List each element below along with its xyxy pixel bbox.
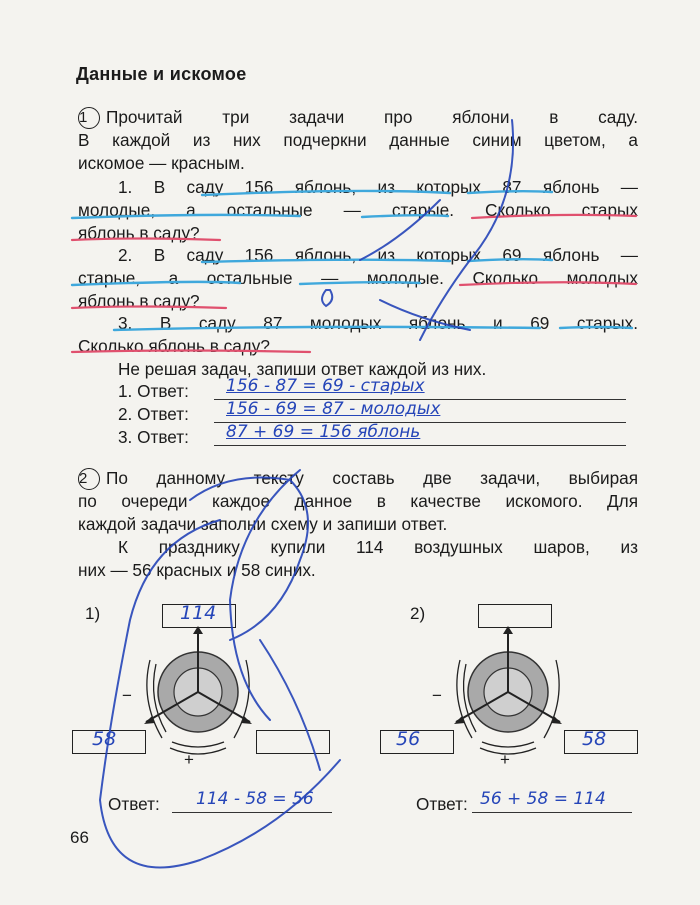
task1-intro-line2: В каждой из них подчеркни данные синим цветом, а	[78, 130, 638, 150]
problem3-line2: Сколько яблонь в саду?	[78, 336, 270, 356]
scheme1-plus: +	[184, 750, 194, 769]
scheme2-minus: −	[432, 686, 442, 705]
blue-underlines	[72, 191, 632, 330]
problem2-line3: яблонь в саду?	[78, 291, 200, 311]
task2-line1: 2 По данному тексту составь две задачи, выбирая	[79, 468, 638, 488]
problem1-line2: молодые, а остальные — старые. Сколько старых	[78, 200, 638, 220]
scheme1-left-value: 58	[92, 728, 117, 750]
scheme2-answer: 56 + 58 = 114	[480, 789, 606, 809]
pen-scribbles	[100, 120, 513, 868]
answer3-handwritten: 87 + 69 = 156 яблонь	[226, 422, 421, 442]
answer2-label: 2. Ответ:	[118, 404, 189, 424]
scheme1-label: 1)	[85, 604, 101, 623]
problem2-line1: 2. В саду 156 яблонь, из которых 69 яблонь —	[118, 245, 638, 265]
task2-number: 2	[78, 468, 100, 490]
scheme2-answer-label: Ответ:	[416, 794, 468, 814]
task1-intro-line1: 1 Прочитай три задачи про яблони в саду.	[79, 107, 638, 127]
task2-text-line1: К празднику купили 114 воздушных шаров, из	[118, 537, 638, 557]
answer3-label: 3. Ответ:	[118, 427, 189, 447]
scheme2-right-value: 58	[582, 728, 607, 750]
scheme2-disc	[454, 626, 562, 754]
task1-instruction: Не решая задач, запиши ответ каждой из них.	[118, 359, 487, 379]
answer2-handwritten: 156 - 69 = 87 - молодых	[226, 399, 441, 419]
problem1-line1: 1. В саду 156 яблонь, из которых 87 яблонь —	[118, 177, 638, 197]
scheme1-answer-label: Ответ:	[108, 794, 160, 814]
task1-intro-line3: искомое — красным.	[78, 153, 245, 173]
task1-number: 1	[78, 107, 100, 129]
scheme1-minus: −	[122, 686, 132, 705]
scheme1-disc	[144, 626, 252, 754]
task2-line2: по очереди каждое данное в качестве искомого. Для	[78, 491, 638, 511]
scheme2-plus: +	[500, 750, 510, 769]
scheme1-top-value: 114	[180, 602, 217, 624]
answer1-label: 1. Ответ:	[118, 381, 189, 401]
answer1-handwritten: 156 - 87 = 69 - старых	[226, 376, 425, 396]
section-title: Данные и искомое	[76, 64, 247, 84]
problem3-line1: 3. В саду 87 молодых яблонь и 69 старых.	[118, 313, 638, 333]
task2-text-line2: них — 56 красных и 58 синих.	[78, 560, 316, 580]
problem2-line2: старые, а остальные — молодые. Сколько молодых	[78, 268, 638, 288]
page-number: 66	[70, 828, 89, 847]
scheme1-answer: 114 - 58 = 56	[196, 789, 314, 809]
scheme2-label: 2)	[410, 604, 426, 623]
problem1-line3: яблонь в саду?	[78, 223, 200, 243]
scheme2-left-value: 56	[396, 728, 421, 750]
task2-line3: каждой задачи заполни схему и запиши ответ.	[78, 514, 448, 534]
